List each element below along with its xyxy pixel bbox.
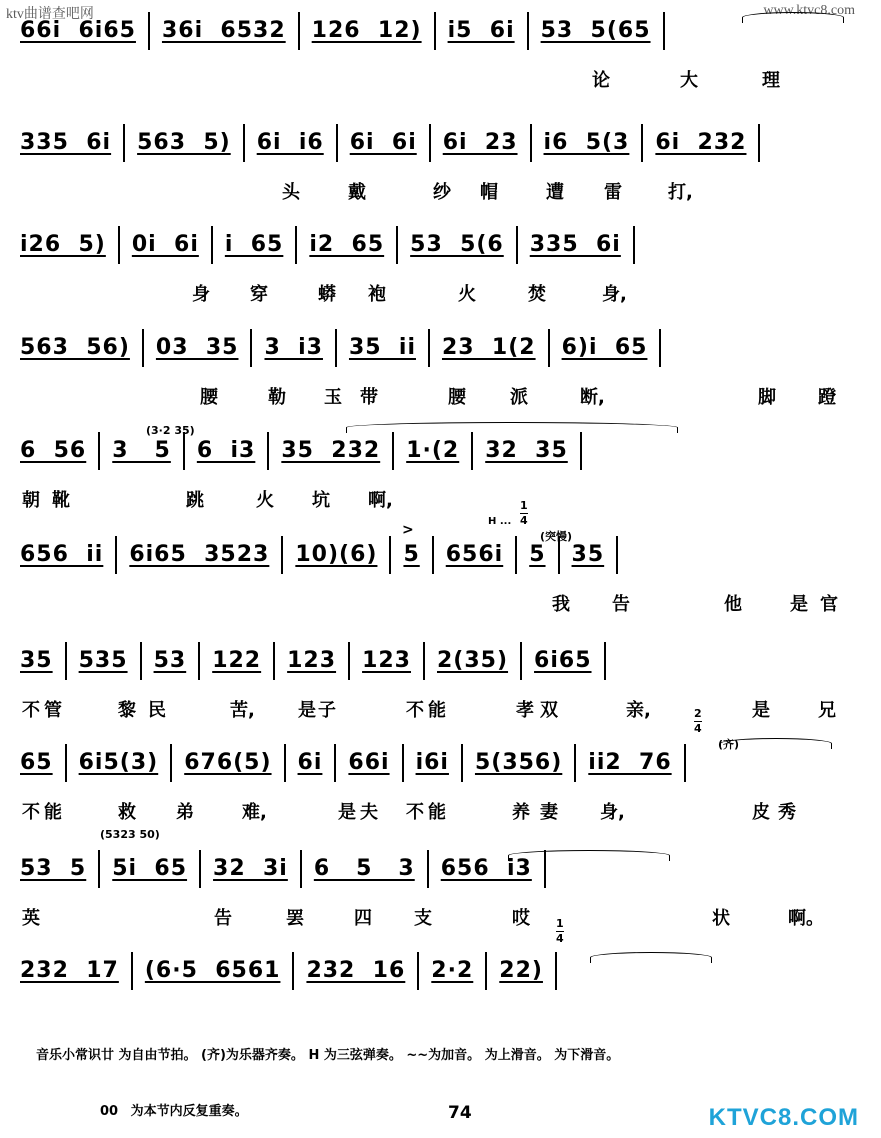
barline <box>527 12 529 50</box>
lyric-char: 不 <box>406 700 424 721</box>
lyric-char: 是 <box>752 700 770 721</box>
measure: 6i i6 <box>256 130 324 155</box>
barline <box>123 124 125 162</box>
measure: 676(5) <box>184 750 272 775</box>
measure: i6i <box>415 750 449 775</box>
barline <box>427 850 429 888</box>
accent-mark: > <box>402 522 414 538</box>
measure: 1·(2 <box>406 438 460 463</box>
measure: 656 i3 <box>440 856 532 881</box>
page-number: 74 <box>448 1103 472 1123</box>
measure: 6i 232 <box>655 130 747 155</box>
lyric-char: 是 <box>338 802 356 823</box>
score-row-5 <box>0 438 881 530</box>
barline <box>295 226 297 264</box>
lyric-char: 勒 <box>268 387 286 408</box>
lyric-char: 火 <box>458 284 476 305</box>
lyric-char: 弟 <box>176 802 194 823</box>
score-row-1 <box>0 18 881 110</box>
lyric-char: 夫 <box>360 802 378 823</box>
barline <box>520 642 522 680</box>
lyric-char: 难, <box>242 802 267 823</box>
footer-repeat-text: 为本节内反复重奏。 <box>130 1104 248 1119</box>
footer-notes: 音乐小常识廿 为自由节拍。 (齐)为乐器齐奏。 H 为三弦弹奏。 ~~为加音。 为上滑音。 为下滑音。 <box>36 1048 620 1063</box>
measure: 53 5(6 <box>410 232 504 257</box>
barline <box>298 12 300 50</box>
lyric-char: 能 <box>44 802 62 823</box>
barline <box>198 642 200 680</box>
measure: 2(35) <box>437 648 509 673</box>
measure: i2 65 <box>309 232 385 257</box>
lyric-char: 穿 <box>250 284 268 305</box>
lyric-char: 双 <box>540 700 558 721</box>
measure: 5(356) <box>474 750 563 775</box>
lyric-char: 不 <box>406 802 424 823</box>
qi-marking: (齐) <box>718 738 740 751</box>
score-row-10 <box>0 958 881 1050</box>
measure: 10)(6) <box>295 542 378 567</box>
lyric-char: 靴 <box>52 490 70 511</box>
measure: 35 <box>20 648 53 673</box>
lyric-char: 遭 <box>546 182 564 203</box>
measure: 2·2 <box>431 958 474 983</box>
lyric-char: 不 <box>22 700 40 721</box>
lyric-char: 断, <box>580 387 605 408</box>
lyric-char: 我 <box>552 594 570 615</box>
measure: 03 35 <box>155 335 239 360</box>
measure: 6)i 65 <box>561 335 648 360</box>
lyric-char: 告 <box>612 594 630 615</box>
barline <box>211 226 213 264</box>
measure: 5i 65 <box>112 856 188 881</box>
measure: 32 35 <box>485 438 568 463</box>
score-row-2 <box>0 130 881 222</box>
notes-line <box>20 542 630 582</box>
measure: 563 56) <box>20 335 130 360</box>
barline <box>461 744 463 782</box>
barline <box>432 536 434 574</box>
lyric-char: 官 <box>820 594 838 615</box>
lyric-char: 告 <box>214 908 232 929</box>
barline <box>641 124 643 162</box>
measure: i26 5) <box>20 232 106 257</box>
lyric-char: 支 <box>414 908 432 929</box>
barline <box>148 12 150 50</box>
notes-line <box>20 438 594 478</box>
barline <box>183 432 185 470</box>
lyric-char: 秀 <box>778 802 796 823</box>
barline <box>402 744 404 782</box>
barline <box>548 329 550 367</box>
sanxian-sign: H ... <box>488 516 512 527</box>
score-row-6 <box>0 542 881 634</box>
lyric-char: 袍 <box>368 284 386 305</box>
lyric-char: 状 <box>712 908 730 929</box>
lyric-char: 不 <box>22 802 40 823</box>
barline <box>334 744 336 782</box>
meter-2-4: 2 4 <box>694 707 702 735</box>
barline <box>515 536 517 574</box>
meter-1-4-a: 1 4 <box>520 499 528 527</box>
lyric-char: 孝 <box>516 700 534 721</box>
lyric-char: 身, <box>602 284 627 305</box>
lyric-char: 兄 <box>818 700 836 721</box>
barline <box>659 329 661 367</box>
lyric-char: 身 <box>192 284 210 305</box>
measure: 6i <box>297 750 323 775</box>
lyric-char: 四 <box>354 908 372 929</box>
measure: 122 <box>212 648 262 673</box>
lyric-char: 大 <box>680 70 698 91</box>
slur-row8 <box>720 738 832 749</box>
measure: 35 ii <box>348 335 416 360</box>
barline <box>663 12 665 50</box>
barline <box>131 952 133 990</box>
lyric-char: 哎 <box>512 908 530 929</box>
measure: (6·5 6561 <box>144 958 281 983</box>
measure: 3 i3 <box>264 335 323 360</box>
measure: 335 6i <box>20 130 112 155</box>
barline <box>140 642 142 680</box>
barline <box>684 744 686 782</box>
measure: 22) <box>499 958 543 983</box>
barline <box>98 850 100 888</box>
barline <box>267 432 269 470</box>
lyric-char: 身, <box>600 802 625 823</box>
barline <box>281 536 283 574</box>
lyric-char: 腰 <box>200 387 218 408</box>
barline <box>335 329 337 367</box>
lyric-char: 带 <box>360 387 378 408</box>
barline <box>65 642 67 680</box>
barline <box>170 744 172 782</box>
measure: 0i 6i <box>131 232 199 257</box>
barline <box>555 952 557 990</box>
lyric-char: 皮 <box>752 802 770 823</box>
barline <box>336 124 338 162</box>
lyric-char: 亲, <box>626 700 651 721</box>
measure: 66i <box>348 750 390 775</box>
lyric-char: 子 <box>318 700 336 721</box>
measure: 6i 23 <box>442 130 518 155</box>
slur-row9 <box>508 850 670 861</box>
measure: 5 <box>529 542 546 567</box>
barline <box>292 952 294 990</box>
notes-line <box>20 750 698 790</box>
measure: 335 6i <box>529 232 621 257</box>
measure: i 65 <box>224 232 284 257</box>
barline <box>65 744 67 782</box>
lyric-char: 戴 <box>348 182 366 203</box>
lyric-char: 朝 <box>22 490 40 511</box>
measure: 6i65 3523 <box>129 542 270 567</box>
measure: 35 232 <box>281 438 381 463</box>
measure: 23 1(2 <box>441 335 536 360</box>
notes-line <box>20 130 772 170</box>
measure: ii2 76 <box>588 750 672 775</box>
barline <box>243 124 245 162</box>
lyric-char: 坑 <box>312 490 330 511</box>
site-logo: KTVC8.COM <box>708 1104 859 1131</box>
barline <box>250 329 252 367</box>
barline <box>428 329 430 367</box>
barline <box>284 744 286 782</box>
measure: 66i 6i65 <box>20 18 136 43</box>
measure: 53 5 <box>20 856 87 881</box>
measure: 6 i3 <box>196 438 256 463</box>
meter-1-4-b: 1 4 <box>556 917 564 945</box>
lyric-char: 苦, <box>230 700 255 721</box>
barline <box>485 952 487 990</box>
measure: 126 12) <box>311 18 422 43</box>
notes-line <box>20 958 569 998</box>
notes-line <box>20 856 558 896</box>
lyric-char: 他 <box>724 594 742 615</box>
lyric-char: 雷 <box>604 182 622 203</box>
barline <box>142 329 144 367</box>
lyric-char: 派 <box>510 387 528 408</box>
footer-notes-2 <box>100 1100 248 1119</box>
measure: 36i 6532 <box>161 18 286 43</box>
lyric-char: 养 <box>512 802 530 823</box>
notes-line <box>20 648 618 688</box>
measure: 123 <box>362 648 411 673</box>
lyric-char: 妻 <box>540 802 558 823</box>
score-row-3 <box>0 232 881 324</box>
notes-line <box>20 335 673 375</box>
grace-notes-row9: (5323 50) <box>100 828 160 841</box>
lyric-char: 纱 <box>433 182 451 203</box>
lyric-char: 焚 <box>528 284 546 305</box>
measure: 6i65 <box>534 648 592 673</box>
lyric-char: 救 <box>118 802 136 823</box>
score-row-7 <box>0 648 881 740</box>
lyric-char: 火 <box>256 490 274 511</box>
barline <box>633 226 635 264</box>
lyric-char: 论 <box>592 70 610 91</box>
lyric-char: 英 <box>22 908 40 929</box>
lyric-char: 脚 <box>758 387 776 408</box>
measure: 656i <box>445 542 504 567</box>
lyric-char: 跳 <box>186 490 204 511</box>
lyric-char: 是 <box>790 594 808 615</box>
measure: i5 6i <box>447 18 515 43</box>
slur-row5 <box>346 422 678 433</box>
barline <box>423 642 425 680</box>
measure: 6 56 <box>20 438 87 463</box>
barline <box>574 744 576 782</box>
slow-marking: (突慢) <box>540 530 573 543</box>
barline <box>471 432 473 470</box>
repeat-sign: 00 <box>100 1104 119 1119</box>
measure: 232 16 <box>306 958 406 983</box>
barline <box>434 12 436 50</box>
measure: 123 <box>287 648 337 673</box>
lyric-char: 理 <box>762 70 780 91</box>
lyric-char: 啊。 <box>788 908 824 929</box>
score-row-4 <box>0 335 881 427</box>
lyric-char: 帽 <box>480 182 498 203</box>
barline <box>348 642 350 680</box>
lyric-char: 蟒 <box>318 284 336 305</box>
measure: 6 5 3 <box>313 856 415 881</box>
measure: 65 <box>20 750 53 775</box>
barline <box>417 952 419 990</box>
lyric-char: 黎 <box>118 700 136 721</box>
measure: 232 17 <box>20 958 119 983</box>
measure: 6i 6i <box>349 130 417 155</box>
measure: 53 <box>153 648 187 673</box>
measure: 656 ii <box>20 542 104 567</box>
barline <box>429 124 431 162</box>
lyric-char: 腰 <box>448 387 466 408</box>
barline <box>530 124 532 162</box>
lyric-char: 玉 <box>324 387 342 408</box>
barline <box>616 536 618 574</box>
measure: 53 5(65 <box>540 18 651 43</box>
measure: 5 <box>403 542 420 567</box>
lyric-char: 是 <box>298 700 316 721</box>
site-watermark-right: www.ktvc8.com <box>763 3 855 18</box>
barline <box>392 432 394 470</box>
barline <box>396 226 398 264</box>
lyric-char: 打, <box>668 182 693 203</box>
lyric-char: 头 <box>282 182 300 203</box>
barline <box>580 432 582 470</box>
notes-line <box>20 18 677 58</box>
grace-notes-row5: (3·2 35) <box>146 424 195 437</box>
lyric-char: 民 <box>148 700 166 721</box>
lyric-char: 蹬 <box>818 387 836 408</box>
lyric-char: 管 <box>44 700 62 721</box>
notes-line <box>20 232 647 272</box>
lyric-char: 罢 <box>286 908 304 929</box>
slur-row10 <box>590 952 712 963</box>
measure: 6i5(3) <box>78 750 159 775</box>
measure: 35 <box>571 542 605 567</box>
measure: i6 5(3 <box>543 130 630 155</box>
barline <box>199 850 201 888</box>
measure: 535 <box>78 648 128 673</box>
measure: 563 5) <box>137 130 231 155</box>
measure: 32 3i <box>213 856 288 881</box>
lyric-char: 能 <box>428 802 446 823</box>
score-row-9 <box>0 856 881 948</box>
barline <box>516 226 518 264</box>
measure: 3 5 <box>112 438 171 463</box>
lyric-char: 能 <box>428 700 446 721</box>
barline <box>604 642 606 680</box>
barline <box>115 536 117 574</box>
barline <box>300 850 302 888</box>
barline <box>98 432 100 470</box>
barline <box>758 124 760 162</box>
barline <box>389 536 391 574</box>
barline <box>273 642 275 680</box>
barline <box>118 226 120 264</box>
lyric-char: 啊, <box>368 490 393 511</box>
site-watermark-left: ktv曲谱查吧网 <box>6 7 94 22</box>
slur-row1 <box>742 12 844 23</box>
